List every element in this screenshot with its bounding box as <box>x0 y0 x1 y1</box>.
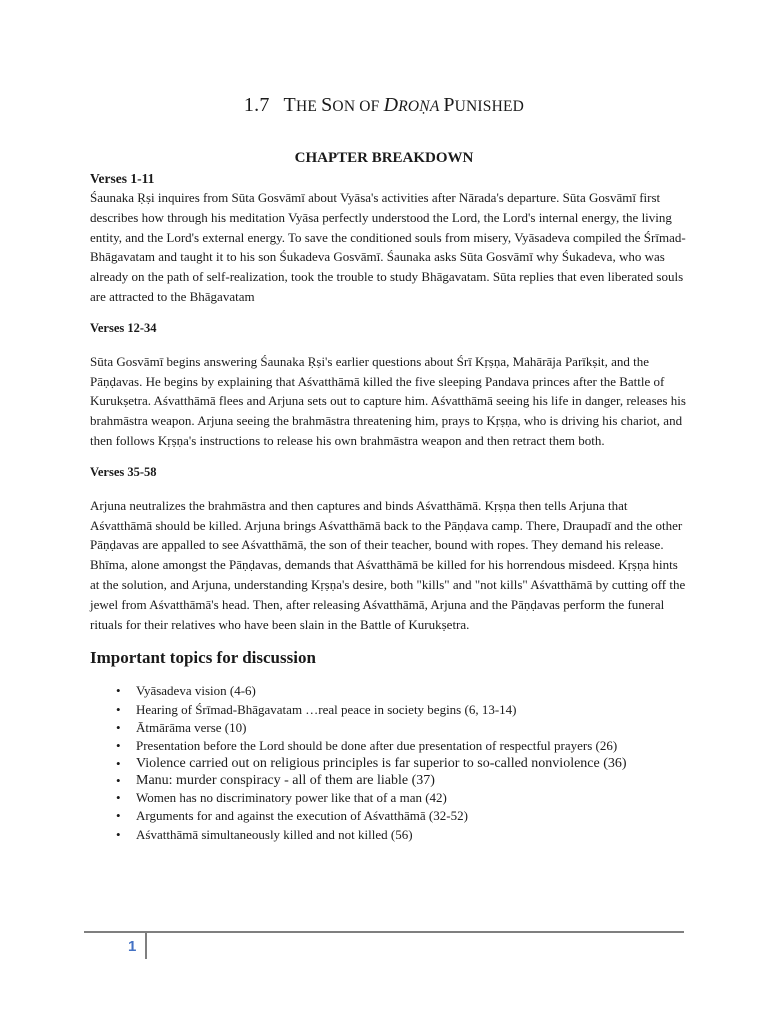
title-cap-3: D <box>383 94 399 116</box>
footer-divider <box>145 933 147 959</box>
section-text-verses-12-34: Sūta Gosvāmī begins answering Śaunaka Ṛṣi's earlier questions about Śrī Kṛṣṇa, Mahārāja Parīkṣit, and the Pāṇḍavas. He begins by explaining that Aśvatthāmā killed the five sleeping Pandava princes after the Battle of Kurukṣetra. Aśvatthāmā flees and Arjuna sets out to capture him. Aśvatthāmā seeing his life in danger, releases his brahmāstra weapon. Arjuna seeing the brahmāstra threatening him, prays to Kṛṣṇa, who is driving his chariot, and then follows Kṛṣṇa's instructions to release his own brahmāstra weapon and then retract them both. <box>90 353 686 448</box>
topics-heading: Important topics for discussion <box>90 648 316 668</box>
chapter-number: 1.7 <box>243 94 270 116</box>
topic-item: • Women has no discriminatory power like that of a man (42) <box>136 789 690 807</box>
topics-list <box>90 682 690 843</box>
footer-rule <box>84 931 684 933</box>
main-content <box>90 170 690 844</box>
title-cap-1: T <box>283 94 296 116</box>
topic-item: • Vyāsadeva vision (4-6) <box>136 682 690 700</box>
topic-item: • Ātmārāma verse (10) <box>136 719 690 737</box>
topic-item: • Hearing of Śrīmad-Bhāgavatam …real peace in society begins (6, 13-14) <box>136 701 690 719</box>
page-number: 1 <box>128 938 137 955</box>
page-title <box>0 94 768 117</box>
title-rest-3: ROṆA <box>398 98 444 115</box>
section-heading-verses-12-34: Verses 12-34 <box>90 320 157 335</box>
title-rest-2: ON OF <box>332 98 384 115</box>
chapter-breakdown-heading: CHAPTER BREAKDOWN <box>294 150 474 166</box>
title-cap-2: S <box>321 94 333 116</box>
topic-item: • Violence carried out on religious principles is far superior to so-called nonviolence (36) <box>136 755 690 772</box>
section-text-verses-1-11: Śaunaka Ṛṣi inquires from Sūta Gosvāmī about Vyāsa's activities after Nārada's departure. Sūta Gosvāmī first describes how through his meditation Vyāsa perfectly understood the Lord, the Lord's internal energy, the living entity, and the Lord's external energy. To save the conditioned souls from misery, Vyāsadeva compiled the Śrīmad-Bhāgavatam and taught it to his son Śukadeva Gosvāmī. Śaunaka asks Sūta Gosvāmī why Śukadeva, who was already on the path of self-realization, took the trouble to study Bhāgavatam. Sūta replies that even liberated souls are attracted to the Bhāgavatam <box>90 190 686 304</box>
title-cap-4: P <box>443 94 455 116</box>
topic-item: • Arguments for and against the execution of Aśvatthāmā (32-52) <box>136 807 690 825</box>
section-heading-verses-1-11: Verses 1-11 <box>90 171 155 186</box>
title-rest-4: UNISHED <box>454 98 525 115</box>
topic-item: • Aśvatthāmā simultaneously killed and not killed (56) <box>136 826 690 844</box>
section-text-verses-35-58: Arjuna neutralizes the brahmāstra and then captures and binds Aśvatthāmā. Kṛṣṇa then tells Arjuna that Aśvatthāmā should be killed. Arjuna brings Aśvatthāmā back to the Pāṇḍava camp. There, Draupadī and the other Pāṇḍavas are appalled to see Aśvatthāmā, the son of their teacher, bound with ropes. They demand his release. Bhīma, alone amongst the Pāṇḍavas, demands that Aśvatthāmā be killed for his horrendous misdeed. Kṛṣṇa hints at the solution, and Arjuna, understanding Kṛṣṇa's desire, both "kills" and "not kills" Aśvatthāmā by cutting off the jewel from Aśvatthāmā's head. Then, after releasing Aśvatthāmā, Arjuna and the Pāṇḍavas perform the funeral rituals for their relatives who have been slain in the Battle of Kurukṣetra. <box>90 497 686 632</box>
section-heading-verses-35-58: Verses 35-58 <box>90 464 157 479</box>
title-rest-1: HE <box>295 98 322 115</box>
topic-item: • Presentation before the Lord should be done after due presentation of respectful prayers (26) <box>136 737 690 755</box>
topic-item: • Manu: murder conspiracy - all of them are liable (37) <box>136 772 690 789</box>
